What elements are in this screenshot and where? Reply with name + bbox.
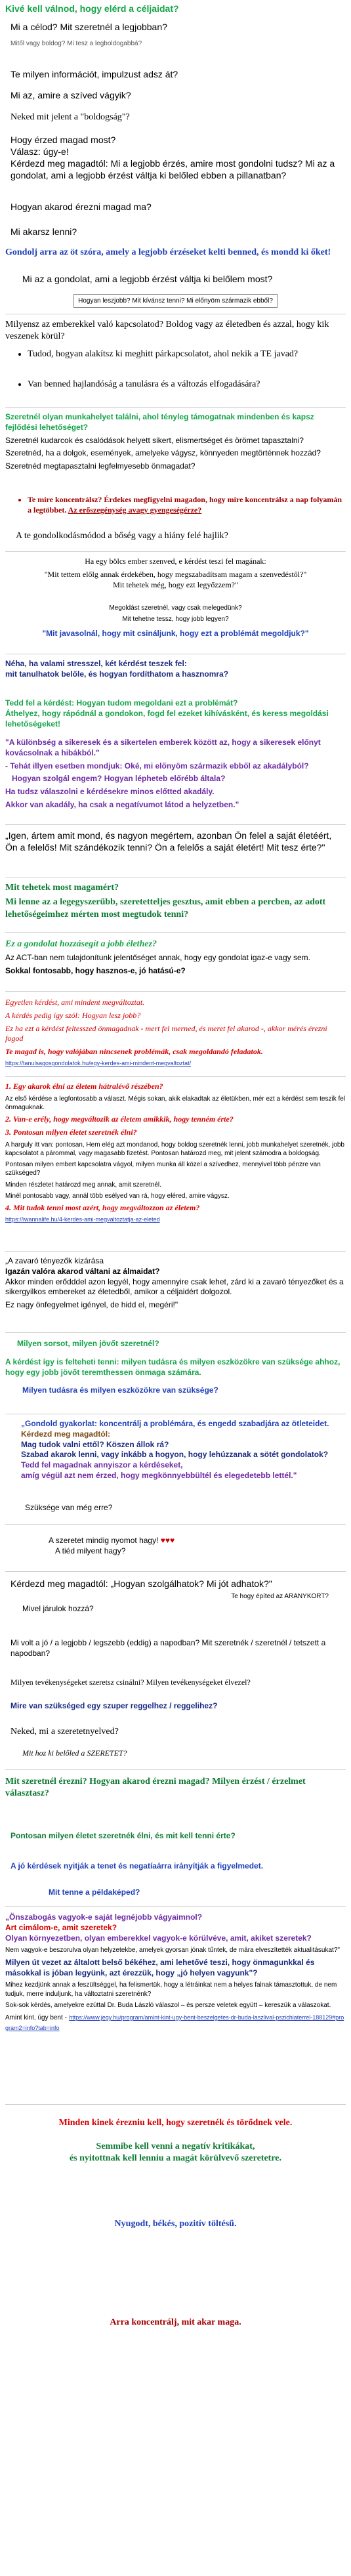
section-four-questions <box>0 1082 351 1227</box>
divider <box>5 1524 346 1525</box>
divider <box>5 1332 346 1333</box>
distractions-p2: Igazán valóra akarod váltani az álmaidat? <box>5 1266 160 1276</box>
act-heading: Ez a gondolat hozzásegít a jobb élethez? <box>5 939 157 949</box>
closing-p4: Nyugodt, békés, pozitív töltésű. <box>114 2219 237 2229</box>
goals-title: Kivé kell válnod, hogy elérd a céljaidat? <box>5 3 179 14</box>
stress-solve <box>0 698 351 732</box>
workplace-mindset <box>0 530 351 545</box>
inner-peace-p4: Nem vagyok-e beszorulva olyan helyzetekbe, amelyek gyorsan jónak tűntek, de mára elveszítették aktualitásukat?" <box>5 1947 340 1954</box>
divider <box>5 991 346 992</box>
serve-p1: Kérdezd meg magadtól: „Hogyan szolgálhatok? Mi jót adhatok?" <box>10 1578 272 1589</box>
inner-peace-p3: Olyan környezetben, olyan emberekkel vagyok-e körülvéve, amit, akiket szeretek? <box>5 1933 312 1943</box>
inner-peace-p6: Mihez kezdjünk annak a feszültséggel, ha felismertük, hogy a létráinkat nem a helyes falnak támasztottuk, de nem tudjuk, merre induljunk, ha változtatni szeretnénk? <box>5 1981 337 1998</box>
goals-question-4 <box>0 89 351 104</box>
serve-p5: Milyen tevékenységeket szeretsz csinálni? Milyen tevékenységeket élvezel? <box>10 1678 251 1687</box>
four-questions-h1: 1. Egy akarok élni az életem hátralévő részében? <box>5 1082 163 1091</box>
future-p2: A kérdést így is felteheti tenni: milyen tudásra és milyen eszközökre van szüksége ahhoz, hogy egy jobb jövőt teremthessen önmaga számára. <box>5 1357 341 1377</box>
goals-five-words-text: Gondolj arra az öt szóra, amely a legjobb érzéseket kelti benned, és mondd ki őket! <box>5 247 331 257</box>
inner-peace-link[interactable]: https://www.jegy.hu/program/amint-kint-ugy-bent-beszelgetes-dr-buda-laszlival-pszichiaterrel-188129#program2=info?tab=info <box>5 2014 344 2031</box>
goals-question-3 <box>0 68 351 83</box>
four-questions-link[interactable]: https://iwannalife.hu/4-kerdes-ami-megvaltoztatja-az-eleted <box>5 1215 160 1223</box>
closing-p3: és nyitottnak kell lenniu a magát körülvevő szeretetre. <box>69 2153 281 2164</box>
section-distractions <box>0 1256 351 1313</box>
workplace-focus-item <box>28 495 346 516</box>
four-questions-p1: Az első kérdése a legfontosabb a választ. Mégis sokan, akik elakadtak az életükben, mér ezt a kérdést sem teszik fel önmaguknak. <box>5 1095 346 1112</box>
divider <box>5 932 346 933</box>
section-self-care <box>0 882 351 923</box>
serve-p3: Mivel járulok hozzá? <box>22 1603 94 1613</box>
divider <box>5 551 346 552</box>
goals-q3-text: Te milyen információt, impulzust adsz át? <box>10 69 178 79</box>
stress-quote-p4: - Tehát illyen esetben mondjuk: Oké, mi előnyöm származik ebből az akadályból? <box>5 761 309 771</box>
serve-p8: Mit hoz ki belőled a SZERETET? <box>22 1748 127 1758</box>
goals-question-5 <box>0 112 351 126</box>
workplace-focus-list <box>5 495 346 516</box>
workplace-p1: Szeretnél kudarcok és csalódások helyett sikert, elismertséget és örömet tapasztalni? <box>5 435 304 445</box>
four-questions-h2: 2. Van-e erély, hogy megváltozik az életem amikkik, hogy tenném érte? <box>5 1114 234 1124</box>
wise-man-p4: Megoldást szeretnél, vagy csak melegedünk? <box>109 604 242 612</box>
one-question-p4: Te magad is, hogy valójában nincsenek problémák, csak megoldandó feladatok. <box>5 1047 263 1057</box>
closing-calm <box>0 2218 351 2233</box>
feelings-heading: Mit szeretnél érezni? Hogyan akarod érezni magad? Milyen érzést / érzelmet választasz? <box>5 1777 306 1799</box>
inner-peace-p5: Milyen út vezet az általott belső békéhez, ami lehetővé teszi, hogy önmagunkkal és másokkal is jóban legyünk, azt érezzük, hogy „jó helyen vagyunk"? <box>5 1957 315 1977</box>
workplace-focus <box>0 492 351 518</box>
section-future <box>0 1339 351 1399</box>
practice-p1: „Gondold gyakorlat: koncentrálj a problémára, és engedd szabadjára az ötleteidet. <box>21 1419 329 1428</box>
feelings-p2: A jó kérdések nyitják a tenet és negatíaárra irányítják a figyelmedet. <box>10 1861 264 1870</box>
goals-question-10 <box>0 273 351 287</box>
workplace-focus-extra: Az erőszegénység avagy gyengeségérze? <box>68 505 202 515</box>
goals-question-9 <box>0 226 351 240</box>
act-p2-text: Sokkal fontosabb, hogy hasznos-e, jó hatású-e? <box>5 966 186 976</box>
divider <box>5 1571 346 1572</box>
stress-quote-p7: Akkor van akadály, ha csak a negatívumot látod a helyzetben." <box>5 800 239 810</box>
workplace-focus-text: Te mire koncentrálsz? Érdekes megfigyelni magadon, hogy mire koncentrálsz a nap folyamán a legtöbbet. <box>28 495 342 515</box>
goals-question-7 <box>0 158 351 184</box>
goals-q8-text: Hogyan akarod érezni magad ma? <box>10 201 152 212</box>
divider <box>5 1769 346 1770</box>
inner-peace-p1: „Önszabogás vagyok-e saját legnéjobb vágyaimnol? <box>5 1912 203 1922</box>
practice-p4: Szabad akarok lenni, vagy inkább a hogyon, hogy lehúzzanak a sötét gondolatok? <box>21 1450 329 1460</box>
stress-heading-1: Néha, ha valami stresszel, két kérdést teszek fel: <box>5 659 187 668</box>
workplace-p2: Szeretnéd, ha a dolgok, események, amelyeke vágysz, könnyeden megtörténnek hozzád? <box>5 448 321 458</box>
section-serve <box>0 1578 351 1616</box>
goals-box-text: Hogyan leszjobb? Mit kívánsz tenni? Mi előnyöm származik ebből? <box>73 294 278 308</box>
act-p1: Az ACT-ban nem tulajdonítunk jelentőséget annak, hogy egy gondolat igaz-e vagy sem. <box>5 953 310 963</box>
four-questions-h3: 3. Pontosan milyen életet szeretnék élni? <box>5 1128 137 1137</box>
goals-box <box>0 294 351 308</box>
wise-man-p1: Ha egy bölcs ember szenved, e kérdést teszi fel magának: <box>85 557 266 566</box>
serve-p4: Mi volt a jó / a legjobb / legszebb (eddig) a napodban? Mit szeretnék / szeretnél / tetszett a napodban? <box>10 1638 326 1658</box>
relationships-list <box>5 348 346 391</box>
serve-best <box>0 1638 351 1662</box>
future-p3: Milyen tudásra és milyen eszközökre van szüksége? <box>22 1385 218 1395</box>
stress-solve-p2: Áthelyez, hogy rápódnál a gondokon, fogd fel ezeket kihívásként, és keress megoldási lehetőségeket! <box>5 708 329 728</box>
stress-solve-p1: Tedd fel a kérdést: Hogyan tudom megoldani ezt a problémát? <box>5 698 238 707</box>
goals-question-6 <box>0 134 351 161</box>
closing-focus <box>0 2317 351 2331</box>
section-act <box>0 939 351 979</box>
feelings-rolemodel <box>0 1888 351 1901</box>
goals-q2-text: Mitől vagy boldog? Mi tesz a legboldogabbá? <box>10 40 142 47</box>
one-question-p1: Egyetlen kérdést, ami mindent megváltoztat. <box>5 998 145 1007</box>
feelings-life <box>0 1831 351 1844</box>
stress-quote-p5: Hogyan szolgál engem? Hogyan lépheteb előrébb általa? <box>12 774 226 784</box>
closing-p5: Arra koncentrálj, mit akar maga. <box>110 2317 241 2327</box>
love-p2 <box>5 1536 346 1546</box>
section-workplace <box>0 412 351 475</box>
inner-peace-p2: Art cimálom-e, amit szeretek? <box>5 1922 117 1932</box>
section-inner-peace <box>0 1912 351 2036</box>
section-wise-man <box>0 557 351 593</box>
inner-peace-p7: Sok-sok kérdés, amelyekre ezúttal Dr. Buda László válaszol – és persze veletek együtt – kereszük a válaszokat. <box>5 2001 331 2009</box>
heart-icon: ♥♥♥ <box>160 1536 175 1545</box>
closing-p1: Minden kinek érezniu kell, hogy szeretnék és törődnek vele. <box>58 2118 293 2128</box>
serve-lovelang <box>0 1726 351 1741</box>
distractions-p4: Ez nagy önfegyelmet igényel, de hidd el, megéri!" <box>5 1300 178 1310</box>
stress-quote-p3: "A különbség a sikeresek és a sikertelen emberek között az, hogy a sikeresek előnyt kovácsolnak a hibákból." <box>5 738 321 757</box>
serve-p7: Neked, mi a szeretetnyelved? <box>10 1727 119 1737</box>
goals-question-1 <box>0 21 351 35</box>
goals-q7-text: Kérdezd meg magadtól: Mi a legjobb érzés, amire most gondolni tudsz? Mi az a gondolat, ami a legjobb érzést váltja ki belőled ebben a pillanatban? <box>10 158 335 181</box>
goals-q4-text: Mi az, amire a szíved vágyik? <box>10 90 131 100</box>
goals-q9-text: Mi akarsz lenni? <box>10 226 77 237</box>
wise-man-p2: "Mit tettem előlg annak érdekében, hogy megszabadítsam magam a szenvedéstől?" <box>44 569 307 579</box>
one-question-link[interactable]: https://tanulsagosgondolatok.hu/egy-kerdes-ami-mindent-megvaltoztat/ <box>5 1060 192 1067</box>
stress-quote-p6: Ha tudsz válaszolni e kérdésekre minos előtted akadály. <box>5 787 215 797</box>
section-responsibility <box>0 830 351 856</box>
section-goals <box>0 3 351 17</box>
future-p1: Milyen sorsot, milyen jövőt szeretnél? <box>17 1339 159 1348</box>
relationships-item-2: • Van benned hajlandóság a tanulásra és a változás elfogadására? <box>28 379 346 391</box>
inner-peace-source <box>5 2012 346 2033</box>
goals-q5-text: Neked mit jelent a "boldogság"? <box>10 112 130 122</box>
wise-man-p5: Mit tehetne tessz, hogy jobb legyen? <box>122 616 229 623</box>
divider <box>5 1906 346 1907</box>
workplace-p3: Szeretnéd megtapasztalni legfelmyesebb önmagadat? <box>5 461 196 471</box>
four-questions-h4: 4. Mit tudok tenni most azért, hogy megváltozzon az életem? <box>5 1202 200 1212</box>
goals-five-words <box>0 247 351 261</box>
love-p2-text: A szeretet mindig nyomot hagy! <box>49 1536 159 1545</box>
one-question-p2: A kérdés pedig így szól: Hogyan lesz jobb? <box>5 1010 141 1020</box>
feelings-p3: Mit tenne a példaképed? <box>49 1888 140 1897</box>
practice-need-text: Szüksége van még erre? <box>25 1503 113 1512</box>
practice-p5: Tedd fel magadnak annyiszor a kérdéseket, <box>21 1460 183 1470</box>
section-one-question <box>0 998 351 1070</box>
workplace-mindset-text: A te gondolkodásmódod a bőség vagy a hiány felé hajlik? <box>16 531 228 541</box>
divider <box>5 1076 346 1077</box>
section-feelings <box>0 1776 351 1803</box>
wise-man-p3: Mit tehetek még, hogy ezt legyőzzem?" <box>113 580 238 589</box>
closing-criticism <box>0 2141 351 2168</box>
act-p2 <box>5 966 346 977</box>
practice-p2: Kérdezd meg magadtól: <box>21 1429 111 1439</box>
love-p3: A tiéd milyent hagy? <box>55 1546 126 1555</box>
responsibility-text: „Igen, ártem amit mond, és nagyon megértem, azonban Ön felel a saját életéért, Ön a felelős! Mit szándékozik tenni? Ön a felelős a saját életért! Mit tesz érte?" <box>5 830 332 853</box>
practice-p6: amíg végül azt nem érzed, hogy megkönnyebbültél és elegedetebb lettél." <box>21 1471 297 1481</box>
four-questions-p4: Minden részletet határozd meg annak, amit szeretnél. <box>5 1181 161 1189</box>
serve-love-brings <box>0 1748 351 1762</box>
serve-morning <box>0 1701 351 1714</box>
goals-q1-text: Mi a célod? Mit szeretnél a legjobban? <box>10 22 167 32</box>
workplace-heading: Szeretnél olyan munkahelyet találni, ahol tényleg támogatnak mindenben és kapsz fejlődési lehetőséget? <box>5 412 314 432</box>
section-practice <box>0 1419 351 1481</box>
wise-man-solution <box>0 604 351 642</box>
four-questions-p3: Pontosan milyen embert kapcsolatra vágyol, milyen munka áll közel a szívedhez, mennyivel több pénzre van szükséged? <box>5 1161 321 1177</box>
divider <box>5 2104 346 2105</box>
section-love <box>0 1536 351 1559</box>
goals-q6-text: Hogy érzed magad most? <box>10 135 116 145</box>
serve-activities <box>0 1678 351 1691</box>
four-questions-p5: Minél pontosabb vagy, annál több esélyed van rá, hogy eléred, amire vágysz. <box>5 1192 230 1200</box>
self-care-heading: Mit tehetek most magamért? <box>5 883 119 893</box>
section-relationships <box>0 319 351 394</box>
section-closing <box>0 2117 351 2132</box>
inner-peace-source-label: Amint kint, úgy bent - <box>5 2014 67 2021</box>
serve-p2: Te hogy építed az ARANYKORT? <box>231 1593 329 1601</box>
relationships-heading: Milyensz az emberekkel való kapcsolatod? Boldog vagy az életedben és azzal, hogy kik veszenek körül? <box>5 320 329 342</box>
four-questions-p2: A harguly itt van: pontosan, Hem elég azt mondanod, hogy boldog szeretnék lenni, jobb munkahelyet szeretnék, jobb kapcsolatot a párommal, vagy magasabb fizetést. Pontosan határozd meg, mit jelent számodra a boldogság. <box>5 1141 344 1158</box>
goals-q6b-text: Válasz: úgy-e! <box>10 146 69 158</box>
serve-p6: Mire van szükséged egy szuper reggelhez / reggelihez? <box>10 1701 218 1710</box>
distractions-p1: „A zavaró tényezők kizárása <box>5 1256 104 1265</box>
self-care-gesture: Mi lenne az a legegyszerűbb, szeretetteljes gesztus, amit ebben a percben, az adott lehetőségeimhez mérten most megtudok tenni? <box>5 897 326 919</box>
divider <box>5 824 346 825</box>
practice-p3: Mag tudok valni ettől? Köszen állok rá? <box>21 1439 169 1449</box>
relationships-item-1: • Tudod, hogyan alakítsz ki meghitt párkapcsolatot, ahol nekik a TE javad? <box>28 348 346 360</box>
feelings-questions <box>0 1861 351 1874</box>
goals-q10-text: Mi az a gondolat, ami a legjobb érzést váltja ki belőlem most? <box>22 274 273 284</box>
divider <box>5 1251 346 1252</box>
closing-p2: Semmibe kell venni a negatív kritikákat, <box>96 2142 255 2151</box>
goals-question-2 <box>0 39 351 51</box>
stress-heading-2: mit tanulhatok belőle, és hogyan fordíthatom a hasznomra? <box>5 669 229 679</box>
section-stress <box>0 659 351 683</box>
wise-man-p6: "Mit javasolnál, hogy mit csináljunk, hogy ezt a problémát megoldjuk?" <box>42 629 309 639</box>
stress-quote <box>0 738 351 813</box>
one-question-p3: Ez ha ezt a kérdést feltesszed önmagadnak - mert fel merned, és meret fel akarod -, akkor mérés érezni fogod <box>5 1023 327 1044</box>
goals-question-8 <box>0 201 351 215</box>
distractions-p3: Akkor minden erődddel azon legyél, hogy amennyire csak lehet, zárd ki a zavaró tényezőket és a sikergyilkos embereket az életedből, amikor a céljaidért dolgozol. <box>5 1277 344 1297</box>
practice-need <box>0 1503 351 1516</box>
divider <box>5 407 346 408</box>
feelings-p1: Pontosan milyen életet szeretnék élni, és mit kell tenni érte? <box>10 1831 236 1840</box>
